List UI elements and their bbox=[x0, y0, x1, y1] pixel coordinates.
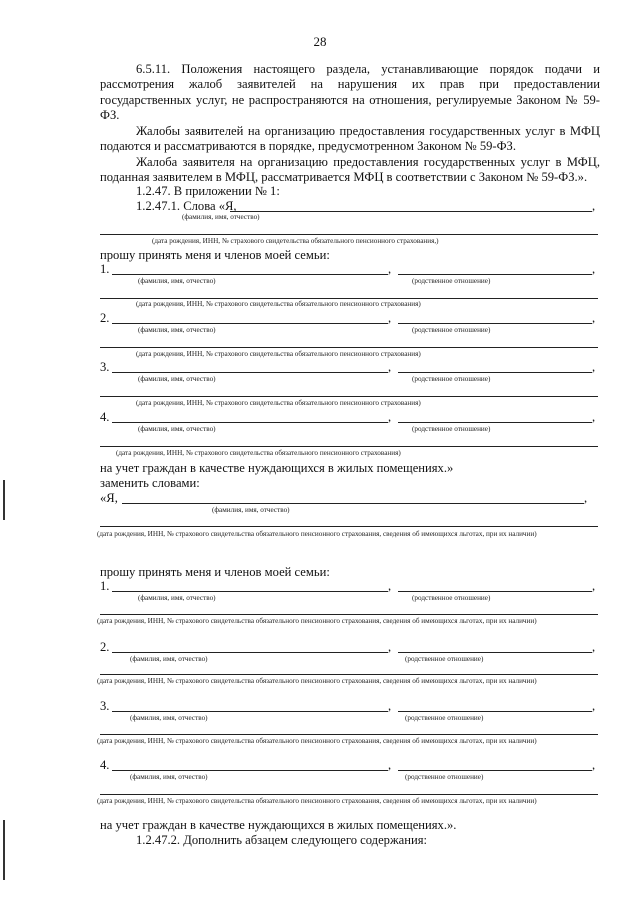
comma-mark: , bbox=[592, 410, 596, 424]
caption-fio: (фамилия, имя, отчество) bbox=[138, 375, 216, 383]
comma-mark: , bbox=[388, 579, 392, 593]
member-dob-line bbox=[100, 674, 598, 675]
member-number: 2. bbox=[100, 311, 110, 325]
caption-relation: (родственное отношение) bbox=[405, 655, 484, 663]
caption-fio: (фамилия, имя, отчество) bbox=[182, 213, 260, 221]
request-text: прошу принять меня и членов моей семьи: bbox=[100, 248, 330, 262]
member-rel-line bbox=[398, 770, 592, 771]
caption-dob: (дата рождения, ИНН, № страхового свидетельства обязательного пенсионного страхования, сведения об имеющихся льготах, при их наличии) bbox=[97, 737, 537, 745]
member-number: 1. bbox=[100, 579, 110, 593]
member-dob-line bbox=[100, 347, 598, 348]
member-fio-line bbox=[112, 422, 388, 423]
comma-mark: , bbox=[592, 640, 596, 654]
member-dob-line bbox=[100, 614, 598, 615]
caption-relation: (родственное отношение) bbox=[412, 277, 491, 285]
member-rel-line bbox=[398, 323, 592, 324]
dob-line bbox=[100, 526, 598, 527]
page-number: 28 bbox=[313, 34, 327, 49]
caption-dob: (дата рождения, ИНН, № страхового свидетельства обязательного пенсионного страхования) bbox=[136, 350, 421, 358]
closing-text: на учет граждан в качестве нуждающихся в жилых помещениях.» bbox=[100, 461, 454, 475]
member-dob-line bbox=[100, 446, 598, 447]
comma-mark: , bbox=[388, 640, 392, 654]
member-rel-line bbox=[398, 274, 592, 275]
fio-line bbox=[230, 211, 592, 212]
caption-dob: (дата рождения, ИНН, № страхового свидетельства обязательного пенсионного страхования, сведения об имеющихся льготах, при их наличии) bbox=[97, 677, 537, 685]
caption-fio: (фамилия, имя, отчество) bbox=[138, 425, 216, 433]
replace-text: заменить словами: bbox=[100, 476, 200, 490]
caption-fio: (фамилия, имя, отчество) bbox=[130, 714, 208, 722]
caption-relation: (родственное отношение) bbox=[412, 594, 491, 602]
caption-fio: (фамилия, имя, отчество) bbox=[138, 277, 216, 285]
scan-margin-mark bbox=[3, 480, 5, 520]
member-rel-line bbox=[398, 422, 592, 423]
scan-margin-mark bbox=[3, 820, 5, 880]
member-fio-line bbox=[112, 652, 388, 653]
caption-relation: (родственное отношение) bbox=[412, 326, 491, 334]
member-rel-line bbox=[398, 652, 592, 653]
caption-fio: (фамилия, имя, отчество) bbox=[212, 506, 290, 514]
caption-relation: (родственное отношение) bbox=[412, 375, 491, 383]
caption-dob: (дата рождения, ИНН, № страхового свидетельства обязательного пенсионного страхования, сведения об имеющихся льготах, при их наличии) bbox=[97, 617, 537, 625]
member-number: 2. bbox=[100, 640, 110, 654]
caption-fio: (фамилия, имя, отчество) bbox=[138, 326, 216, 334]
member-fio-line bbox=[112, 323, 388, 324]
comma-mark: , bbox=[592, 699, 596, 713]
paragraph-complaints-mfc: Жалобы заявителей на организацию предоставления государственных услуг в МФЦ подаются и рассматриваются в порядке, предусмотренном Законом № 59-ФЗ. bbox=[100, 124, 600, 154]
comma-mark: , bbox=[592, 579, 596, 593]
member-number: 1. bbox=[100, 262, 110, 276]
member-number: 3. bbox=[100, 699, 110, 713]
comma-mark: , bbox=[388, 699, 392, 713]
comma-mark: , bbox=[388, 410, 392, 424]
member-dob-line bbox=[100, 396, 598, 397]
caption-relation: (родственное отношение) bbox=[412, 425, 491, 433]
caption-relation: (родственное отношение) bbox=[405, 714, 484, 722]
caption-dob: (дата рождения, ИНН, № страхового свидетельства обязательного пенсионного страхования, сведения об имеющихся льготах, при их наличии) bbox=[97, 530, 537, 538]
comma-mark: , bbox=[592, 311, 596, 325]
comma-mark: , bbox=[592, 199, 596, 213]
item-1-2-47: 1.2.47. В приложении № 1: bbox=[136, 184, 280, 198]
comma-mark: , bbox=[592, 758, 596, 772]
subitem-1-2-47-1: 1.2.47.1. Слова «Я, bbox=[136, 199, 237, 213]
member-number: 3. bbox=[100, 360, 110, 374]
member-fio-line bbox=[112, 274, 388, 275]
caption-dob: (дата рождения, ИНН, № страхового свидетельства обязательного пенсионного страхования) bbox=[136, 399, 421, 407]
caption-dob: (дата рождения, ИНН, № страхового свидетельства обязательного пенсионного страхования) bbox=[116, 449, 401, 457]
comma-mark: , bbox=[388, 758, 392, 772]
comma-mark: , bbox=[584, 491, 588, 505]
member-rel-line bbox=[398, 711, 592, 712]
member-number: 4. bbox=[100, 758, 110, 772]
caption-fio: (фамилия, имя, отчество) bbox=[130, 773, 208, 781]
fio-line bbox=[122, 503, 584, 504]
comma-mark: , bbox=[592, 360, 596, 374]
member-dob-line bbox=[100, 734, 598, 735]
opening-text: «Я, bbox=[100, 491, 118, 505]
member-rel-line bbox=[398, 591, 592, 592]
comma-mark: , bbox=[388, 360, 392, 374]
comma-mark: , bbox=[592, 262, 596, 276]
comma-mark: , bbox=[388, 311, 392, 325]
caption-dob: (дата рождения, ИНН, № страхового свидетельства обязательного пенсионного страхования,) bbox=[152, 237, 439, 245]
dob-line bbox=[100, 234, 598, 235]
member-dob-line bbox=[100, 298, 598, 299]
paragraph-complaint-review: Жалоба заявителя на организацию предоставления государственных услуг в МФЦ, поданная заявителем в МФЦ, рассматривается МФЦ в соответствии с Законом № 59-ФЗ.». bbox=[100, 155, 600, 185]
member-number: 4. bbox=[100, 410, 110, 424]
member-fio-line bbox=[112, 372, 388, 373]
request-text: прошу принять меня и членов моей семьи: bbox=[100, 565, 330, 579]
caption-relation: (родственное отношение) bbox=[405, 773, 484, 781]
caption-dob: (дата рождения, ИНН, № страхового свидетельства обязательного пенсионного страхования, сведения об имеющихся льготах, при их наличии) bbox=[97, 797, 537, 805]
closing-text: на учет граждан в качестве нуждающихся в жилых помещениях.». bbox=[100, 818, 457, 832]
next-item-1-2-47-2: 1.2.47.2. Дополнить абзацем следующего содержания: bbox=[136, 833, 428, 847]
member-fio-line bbox=[112, 591, 388, 592]
caption-fio: (фамилия, имя, отчество) bbox=[138, 594, 216, 602]
member-fio-line bbox=[112, 770, 388, 771]
paragraph-6-5-11: 6.5.11. Положения настоящего раздела, устанавливающие порядок подачи и рассмотрения жалоб заявителей на нарушения их прав при предоставлении государственных услуг, не распространяются на отношения, регулируемые Законом № 59-ФЗ. bbox=[100, 62, 600, 123]
member-dob-line bbox=[100, 794, 598, 795]
caption-dob: (дата рождения, ИНН, № страхового свидетельства обязательного пенсионного страхования) bbox=[136, 300, 421, 308]
caption-fio: (фамилия, имя, отчество) bbox=[130, 655, 208, 663]
comma-mark: , bbox=[388, 262, 392, 276]
member-rel-line bbox=[398, 372, 592, 373]
member-fio-line bbox=[112, 711, 388, 712]
